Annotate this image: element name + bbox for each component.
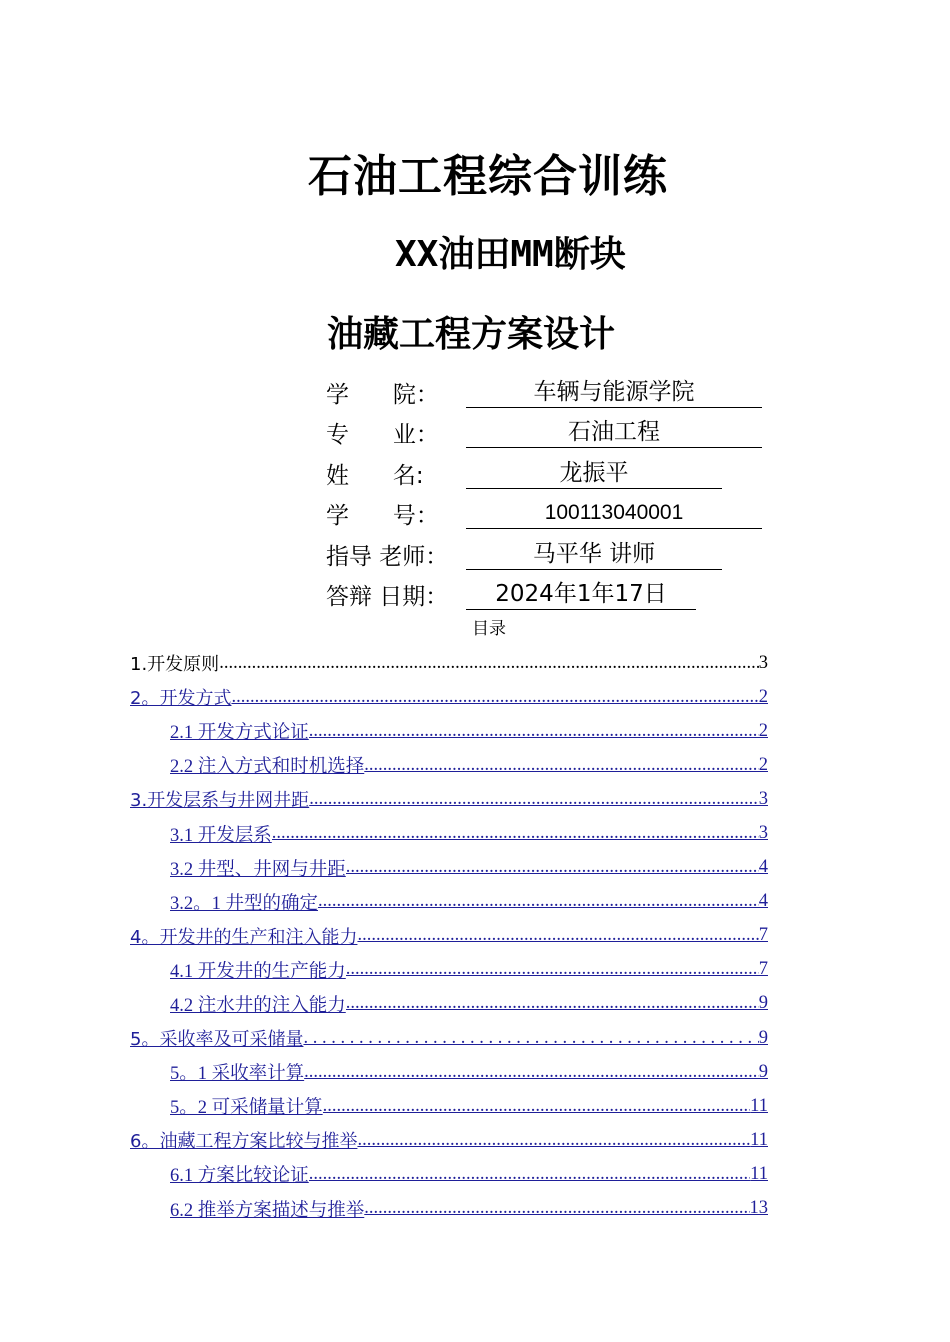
toc-leader	[357, 1130, 750, 1151]
toc-entry-page: 4	[758, 891, 768, 912]
toc-entry-title: 2。开发方式	[130, 688, 232, 710]
toc-leader	[303, 1028, 758, 1049]
toc-leader	[318, 891, 759, 912]
toc-entry-title: 5。1 采收率计算	[170, 1064, 305, 1085]
toc-entry-page: 9	[758, 993, 768, 1014]
document-subtitle	[395, 226, 626, 277]
toc-heading: 目录	[472, 619, 506, 638]
info-label: 姓 名:	[326, 462, 424, 489]
toc-entry-page: 2	[758, 686, 768, 707]
info-label: 答辩 日期：	[326, 584, 449, 611]
toc-leader	[219, 653, 759, 674]
toc-entry[interactable]	[130, 748, 768, 782]
toc-entry[interactable]	[130, 953, 768, 987]
toc-entry-title: 1.开发原则	[130, 654, 220, 676]
toc-entry[interactable]	[130, 714, 768, 748]
toc-entry[interactable]	[130, 680, 768, 714]
toc-entry-title: 4.2 注水井的注入能力	[170, 995, 346, 1016]
toc-leader	[304, 1062, 759, 1083]
toc-entry-page: 2	[758, 754, 768, 775]
table-of-contents	[130, 646, 768, 1226]
toc-leader	[309, 789, 759, 810]
info-row-major	[326, 413, 762, 454]
toc-entry-title: 2.2 注入方式和时机选择	[170, 757, 365, 778]
toc-entry-page: 2	[758, 720, 768, 741]
toc-leader	[346, 993, 759, 1014]
toc-entry[interactable]	[130, 851, 768, 885]
toc-entry[interactable]	[130, 1192, 768, 1226]
toc-entry-title: 3.2 井型、井网与井距	[170, 859, 346, 880]
info-value: 2024年1年17日	[466, 579, 696, 610]
toc-entry-page: 3	[758, 823, 768, 844]
toc-entry-title: 2.1 开发方式论证	[170, 723, 309, 744]
toc-entry-page: 7	[758, 925, 768, 946]
info-value: 马平华 讲师	[466, 539, 722, 570]
info-value: 100113040001	[466, 498, 762, 529]
toc-entry[interactable]	[130, 1021, 768, 1055]
toc-entry-title: 3.2。1 井型的确定	[170, 893, 319, 914]
toc-entry[interactable]	[130, 646, 768, 680]
toc-leader	[323, 1096, 751, 1117]
toc-entry-page: 11	[750, 1095, 768, 1116]
toc-entry[interactable]	[130, 1089, 768, 1123]
info-label: 学 院：	[326, 381, 439, 408]
toc-entry[interactable]	[130, 816, 768, 850]
toc-entry-title: 3.开发层系与井网井距	[130, 790, 310, 812]
toc-entry-page: 9	[758, 1061, 768, 1082]
info-value: 石油工程	[466, 417, 762, 448]
toc-entry[interactable]	[130, 987, 768, 1021]
info-value: 车辆与能源学院	[466, 377, 762, 408]
toc-entry-page: 3	[758, 788, 768, 809]
toc-entry[interactable]	[130, 885, 768, 919]
toc-entry[interactable]	[130, 1123, 768, 1157]
toc-leader	[309, 1164, 750, 1185]
info-label: 专 业：	[326, 422, 439, 449]
toc-leader	[309, 721, 759, 742]
toc-leader	[364, 755, 758, 776]
info-block	[326, 372, 762, 615]
subtitle-block-word: 断块	[553, 234, 626, 275]
info-row-student-id	[326, 494, 762, 535]
toc-leader	[346, 959, 759, 980]
toc-entry-title: 5。2 可采储量计算	[170, 1098, 323, 1119]
toc-entry-title: 6。油藏工程方案比较与推举	[130, 1131, 358, 1153]
toc-entry[interactable]	[130, 1157, 768, 1191]
info-value: 龙振平	[466, 458, 722, 489]
info-row-college	[326, 372, 762, 413]
toc-entry-title: 3.1 开发层系	[170, 825, 272, 846]
document-title-line3: 油藏工程方案设计	[327, 314, 616, 355]
toc-entry-page: 13	[749, 1198, 768, 1219]
info-label: 指导 老师：	[326, 543, 449, 570]
info-label: 学 号：	[326, 503, 439, 530]
toc-entry-title: 5。采收率及可采储量	[130, 1029, 304, 1051]
toc-entry-page: 7	[758, 959, 768, 980]
subtitle-block-code: MM	[510, 234, 554, 275]
toc-entry-page: 11	[750, 1129, 768, 1150]
toc-leader	[346, 857, 759, 878]
toc-entry-page: 3	[758, 652, 768, 673]
info-row-advisor	[326, 534, 762, 575]
info-row-defense-date	[326, 575, 762, 616]
toc-entry[interactable]	[130, 782, 768, 816]
toc-leader	[364, 1198, 749, 1219]
toc-entry-page: 9	[758, 1027, 768, 1048]
document-title: 石油工程综合训练	[308, 151, 668, 202]
info-row-name	[326, 453, 762, 494]
toc-entry[interactable]	[130, 919, 768, 953]
toc-entry-title: 6.1 方案比较论证	[170, 1166, 309, 1187]
subtitle-field-word: 油田	[438, 234, 511, 275]
toc-entry-title: 4。开发井的生产和注入能力	[130, 926, 358, 948]
subtitle-field-code: XX	[395, 234, 439, 275]
toc-entry-title: 4.1 开发井的生产能力	[170, 961, 346, 982]
toc-entry-title: 6.2 推举方案描述与推举	[170, 1200, 365, 1221]
toc-entry-page: 4	[758, 857, 768, 878]
toc-leader	[272, 823, 759, 844]
toc-leader	[231, 687, 758, 708]
toc-entry-page: 11	[750, 1163, 768, 1184]
toc-entry[interactable]	[130, 1055, 768, 1089]
toc-leader	[357, 925, 758, 946]
